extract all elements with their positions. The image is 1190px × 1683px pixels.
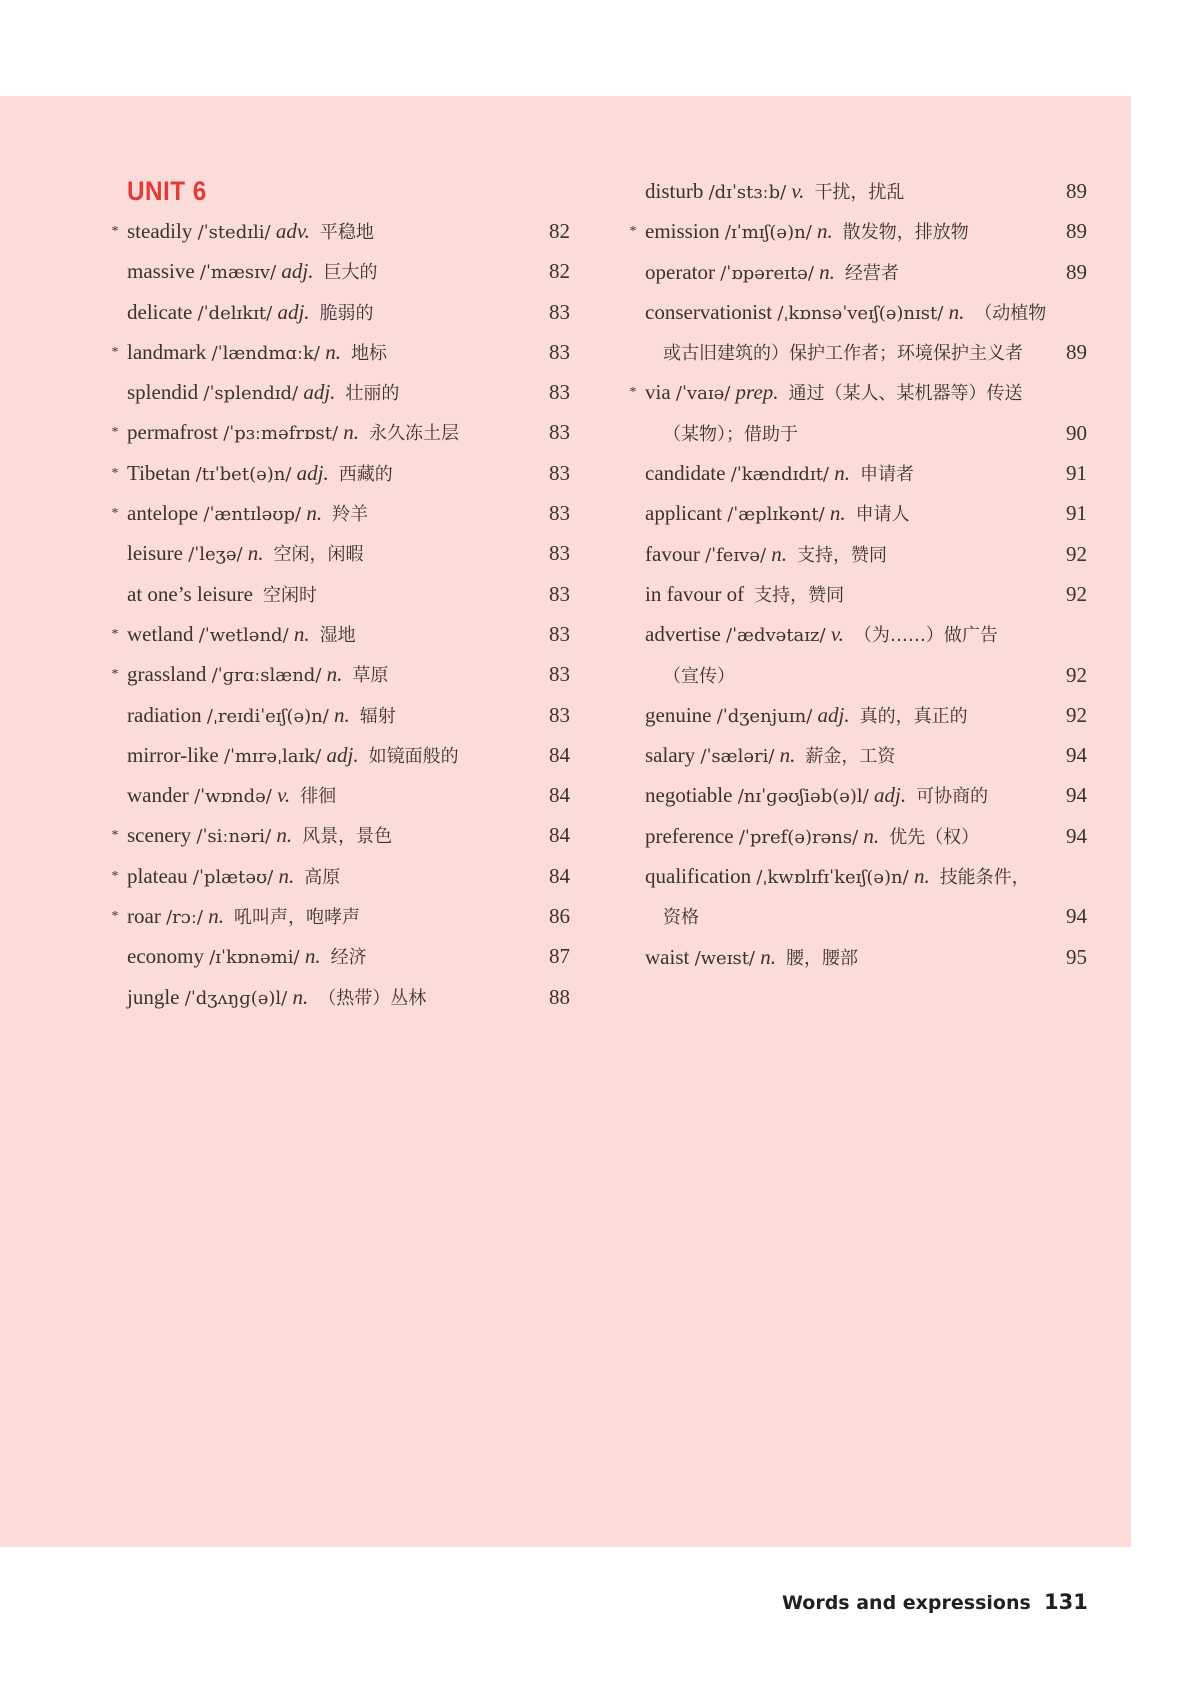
star-marker: * [111,224,119,239]
entry-word: genuine [645,702,712,727]
entry-part-of-speech: n. [829,501,846,526]
entry-phonetic: /ˈædvətaɪz/ [726,625,826,647]
entry-meaning: 湿地 [319,624,356,646]
entry-page-number: 83 [549,299,570,324]
entry-word: grassland [127,662,207,687]
entry-text [127,453,393,495]
entry-phonetic: /ˈdʒenjuɪn/ [716,705,813,727]
entry-word: conservationist [645,299,773,324]
vocab-entry [108,251,570,291]
entry-word: delicate [127,299,193,324]
star-marker: * [111,425,119,441]
entry-text [645,856,1030,898]
entry-part-of-speech: n. [247,541,264,566]
vocab-entry [108,735,570,775]
entry-page-number: 84 [549,742,570,767]
entry-meaning-continued: （某物）；借助于 [663,423,798,445]
vocab-entry [108,372,570,412]
vocab-entry [626,211,1087,251]
entry-meaning: 草原 [352,665,389,687]
entry-phonetic: /ˈsæləri/ [700,746,775,768]
entry-text [127,574,317,616]
entry-meaning: 徘徊 [300,786,337,808]
entry-page-number: 83 [549,581,570,606]
entry-page-number: 94 [1066,904,1087,929]
entry-word: operator [645,259,715,284]
entry-word: jungle [127,984,180,1009]
entry-text [645,493,910,535]
vocab-entry [108,936,570,976]
vocab-entry [626,775,1087,815]
star-marker: * [111,626,119,642]
entry-text [127,654,388,696]
entry-part-of-speech: n. [913,864,930,889]
vocab-entry [626,735,1087,775]
entry-word: plateau [127,863,188,888]
entry-text [127,614,356,656]
entry-part-of-speech: n. [760,944,776,969]
entry-phonetic: /ˈsiːnəri/ [196,826,272,848]
entry-page-number: 82 [549,219,570,243]
entry-page-number: 83 [549,420,570,445]
footer-section-title: Words and expressions [782,1592,1031,1614]
vocab-entry [108,775,570,815]
entry-part-of-speech: adj. [874,783,907,808]
entry-word: negotiable [645,783,733,808]
entry-meaning: 申请者 [860,464,914,486]
vocab-entry [626,856,1087,896]
entry-page-number: 83 [549,541,570,566]
vocab-entry [108,856,570,896]
entry-part-of-speech: n. [334,702,350,727]
entry-text [127,372,399,414]
entry-word: favour [645,541,700,566]
entry-text [645,735,895,777]
entry-text [645,171,904,213]
entry-meaning: 技能条件， [939,867,1030,889]
entry-text [645,211,969,253]
entry-meaning: 平稳地 [319,222,374,243]
entry-text [127,332,387,374]
entry-meaning: 辐射 [359,705,396,727]
entry-phonetic: /ˈmɪrəˌlaɪk/ [223,745,322,767]
entry-part-of-speech: n. [306,501,323,526]
entry-meaning: 空闲，闲暇 [273,544,364,566]
entry-text [127,493,368,535]
entry-phonetic: /ˌreɪdiˈeɪʃ(ə)n/ [206,705,329,727]
entry-page-number: 84 [549,783,570,808]
entry-word: wander [127,783,189,808]
entry-part-of-speech: n. [817,219,833,244]
entry-meaning: 真的，真正的 [859,705,968,727]
entry-page-number: 90 [1066,420,1087,445]
entry-page-number: 89 [1066,259,1087,284]
vocab-entry-continuation [626,655,1087,695]
entry-phonetic: /ˈmæsɪv/ [199,262,277,284]
entry-text [645,252,899,294]
footer-page-number: 131 [1044,1590,1088,1614]
vocab-entry [108,977,570,1017]
vocab-entry [626,252,1087,292]
entry-part-of-speech: n. [863,823,880,848]
entry-meaning: 永久冻土层 [369,423,460,445]
entry-meaning: 可协商的 [916,786,989,808]
entry-text [645,695,968,737]
entry-part-of-speech: n. [304,944,321,969]
entry-part-of-speech: n. [819,259,835,284]
entry-phonetic: /nɪˈɡəʊʃiəb(ə)l/ [737,786,869,808]
vocab-entry [108,453,570,493]
entry-text [127,251,377,293]
entry-phonetic: /ˈsplendɪd/ [203,383,299,405]
entry-part-of-speech: adj. [277,299,310,324]
entry-meaning: 腰，腰部 [786,947,858,969]
entry-page-number: 83 [549,621,570,646]
entry-page-number: 92 [1066,662,1087,687]
entry-word: qualification [645,864,752,889]
entry-part-of-speech: n. [208,904,224,929]
entry-text [127,533,364,575]
entry-part-of-speech: adj. [281,259,314,284]
entry-text [645,534,887,576]
entry-part-of-speech: n. [834,461,850,486]
entry-text [127,695,396,737]
vocab-entry [626,937,1087,977]
entry-part-of-speech: adj. [303,380,336,405]
entry-page-number: 89 [1066,340,1087,365]
entry-meaning: 地标 [351,342,387,364]
entry-page-number: 92 [1066,541,1087,566]
entry-page-number: 89 [1066,219,1087,244]
vocab-entry [108,896,570,936]
entry-phonetic: /ˈfeɪvə/ [705,544,767,566]
vocab-entry [626,453,1087,493]
entry-word: applicant [645,501,722,526]
entry-part-of-speech: adj. [817,702,850,727]
entry-meaning: 干扰，扰乱 [814,182,905,203]
vocab-entry [108,493,570,533]
entry-text [127,977,426,1019]
vocab-entry [626,292,1087,332]
entry-text [645,574,844,616]
entry-page-number: 87 [549,944,570,969]
entry-phonetic: /ˈstedɪli/ [197,222,271,243]
entry-page-number: 83 [549,339,570,364]
entry-word: disturb [645,179,704,203]
entry-text [645,937,858,979]
entry-word: mirror-like [127,742,219,767]
entry-word: waist [645,944,690,969]
entry-part-of-speech: n. [771,541,788,566]
vocab-entry-continuation [626,896,1087,936]
entry-page-number: 84 [549,823,570,848]
vocab-entry [108,292,570,332]
entry-phonetic: /ˈlændmɑːk/ [211,342,320,364]
entry-word: Tibetan [127,460,191,485]
star-marker: * [111,465,119,481]
entry-meaning: 空闲时 [262,584,317,606]
entry-word: permafrost [127,420,218,445]
entry-phonetic: /weɪst/ [694,947,755,969]
left-column [108,211,570,1017]
entry-meaning: 支持，赞同 [754,584,845,606]
entry-text [127,896,360,938]
vocab-entry [108,574,570,614]
right-column [626,171,1087,977]
entry-page-number: 91 [1066,461,1087,486]
entry-word: massive [127,259,195,284]
entry-phonetic: /rɔː/ [166,907,203,929]
entry-page-number: 88 [549,984,570,1009]
entry-part-of-speech: n. [326,662,343,687]
entry-phonetic: /ˈplætəʊ/ [192,866,274,888]
entry-part-of-speech: adj. [296,460,329,485]
entry-part-of-speech: v. [277,783,291,808]
vocab-entry [108,695,570,735]
entry-phonetic: /ˈkændɪdɪt/ [730,464,829,486]
entry-meaning: 通过（某人、某机器等）传送 [788,383,1023,405]
entry-page-number: 83 [549,702,570,727]
vocab-entry [108,211,570,251]
entry-word: wetland [127,621,194,646]
entry-phonetic: /ˈpɜːməfrɒst/ [223,423,339,445]
entry-text [645,614,998,656]
entry-part-of-speech: n. [276,823,293,848]
entry-meaning: 薪金，工资 [805,746,896,768]
vocab-entry [626,171,1087,211]
entry-text [645,292,1046,334]
entry-text [127,936,367,978]
star-marker: * [111,506,119,522]
entry-text [645,372,1023,414]
entry-text [127,815,392,857]
entry-meaning: 脆弱的 [319,302,374,324]
entry-phonetic: /ˈɒpəreɪtə/ [720,262,814,284]
entry-phonetic: /ˈpref(ə)rəns/ [738,826,859,848]
vocab-entry [626,534,1087,574]
entry-text [127,211,374,253]
entry-word: at one’s leisure [127,581,253,606]
entry-word: preference [645,823,734,848]
entry-phonetic: /ˈæplɪkənt/ [727,504,825,526]
entry-page-number: 86 [549,904,570,929]
entry-part-of-speech: n. [278,863,295,888]
star-marker: * [111,828,119,844]
entry-text [645,453,914,495]
entry-part-of-speech: prep. [735,380,779,405]
entry-meaning: 高原 [304,866,341,888]
entry-part-of-speech: v. [830,622,844,647]
entry-part-of-speech: n. [293,621,310,646]
star-marker: * [111,909,119,925]
entry-page-number: 83 [549,501,570,526]
vocab-entry [626,574,1087,614]
entry-phonetic: /ˈæntɪləʊp/ [203,504,302,526]
entry-text [645,775,988,817]
entry-meaning: 支持，赞同 [797,544,888,566]
entry-meaning: （热带）丛林 [318,987,427,1009]
entry-text-continuation [663,896,699,938]
entry-word: via [645,380,671,405]
vocab-entry [626,695,1087,735]
entry-word: scenery [127,823,192,848]
entry-part-of-speech: adj. [326,742,359,767]
entry-word: steadily [127,219,193,243]
entry-word: in favour of [645,581,745,606]
entry-text [127,856,340,898]
entry-meaning: 优先（权） [889,826,980,848]
star-marker: * [111,667,119,683]
star-marker: * [111,344,119,360]
entry-part-of-speech: n. [325,339,341,364]
vocab-entry [108,815,570,855]
star-marker: * [629,385,637,401]
entry-word: candidate [645,461,726,486]
entry-phonetic: /ˈwɒndə/ [194,786,272,808]
entry-page-number: 83 [549,380,570,405]
entry-meaning-continued: 或古旧建筑的）保护工作者；环境保护主义者 [663,343,1023,365]
entry-word: emission [645,219,720,244]
entry-word: salary [645,743,696,768]
entry-phonetic: /ˈdʒʌŋɡ(ə)l/ [184,987,288,1009]
vocab-entry [108,332,570,372]
entry-text-continuation [663,332,1023,374]
vocab-entry-continuation [626,413,1087,453]
vocab-entry [626,493,1087,533]
entry-phonetic: /ˈɡrɑːslænd/ [211,665,322,687]
entry-meaning: 经营者 [844,262,899,284]
entry-text-continuation [663,413,798,455]
entry-part-of-speech: n. [292,984,309,1009]
entry-meaning: 羚羊 [332,504,369,526]
vocab-entry [626,372,1087,412]
entry-part-of-speech: n. [343,420,360,445]
entry-phonetic: /ɪˈkɒnəmi/ [209,947,300,969]
vocab-entry [108,533,570,573]
entry-text [127,412,459,454]
entry-meaning: 如镜面般的 [368,745,459,767]
vocab-entry [626,816,1087,856]
entry-text-continuation [663,655,735,697]
entry-phonetic: /ˌkɒnsəˈveɪʃ(ə)nɪst/ [777,302,944,324]
entry-phonetic: /ˈvaɪə/ [675,383,731,405]
vocab-entry-continuation [626,332,1087,372]
entry-page-number: 92 [1066,702,1087,727]
unit-title: UNIT 6 [127,176,207,206]
entry-page-number: 92 [1066,581,1087,606]
entry-meaning: 巨大的 [323,262,378,284]
entry-page-number: 83 [549,662,570,687]
entry-page-number: 94 [1066,783,1087,808]
entry-meaning-continued: 资格 [663,907,699,929]
vocab-entry [108,412,570,452]
entry-word: radiation [127,702,202,727]
entry-word: splendid [127,380,199,405]
entry-word: advertise [645,622,721,647]
entry-phonetic: /ˈleʒə/ [188,544,243,566]
entry-phonetic: /ˈdelɪkɪt/ [197,302,273,324]
entry-meaning: 风景，景色 [302,826,393,848]
entry-word: economy [127,944,204,969]
entry-text [127,775,336,817]
star-marker: * [629,224,637,240]
entry-meaning: （动植物 [974,302,1047,324]
entry-phonetic: /tɪˈbet(ə)n/ [195,463,292,485]
entry-phonetic: /ˈwetlənd/ [198,624,289,646]
entry-part-of-speech: adv. [275,219,310,243]
entry-word: leisure [127,541,183,566]
entry-page-number: 91 [1066,501,1087,526]
entry-page-number: 83 [549,460,570,485]
entry-text [127,735,459,777]
entry-part-of-speech: n. [779,743,796,768]
entry-page-number: 94 [1066,823,1087,848]
entry-part-of-speech: v. [791,179,805,203]
entry-text [645,816,979,858]
vocab-entry [108,614,570,654]
entry-meaning-continued: （宣传） [663,665,735,687]
entry-part-of-speech: n. [948,299,965,324]
entry-meaning: 经济 [330,947,367,969]
entry-word: roar [127,904,161,929]
entry-meaning: （为……）做广告 [853,625,998,647]
star-marker: * [111,868,119,884]
entry-page-number: 95 [1066,944,1087,969]
entry-phonetic: /dɪˈstɜːb/ [708,182,787,203]
vocab-entry [108,654,570,694]
entry-page-number: 94 [1066,743,1087,768]
entry-page-number: 89 [1066,179,1087,203]
entry-meaning: 散发物，排放物 [842,222,969,244]
entry-meaning: 申请人 [855,504,910,526]
entry-phonetic: /ˌkwɒlɪfɪˈkeɪʃ(ə)n/ [756,867,909,889]
entry-page-number: 84 [549,863,570,888]
entry-phonetic: /ɪˈmɪʃ(ə)n/ [724,222,812,244]
entry-meaning: 吼叫声，咆哮声 [233,907,360,929]
entry-word: landmark [127,339,207,364]
entry-page-number: 82 [549,259,570,284]
entry-text [127,292,374,334]
entry-word: antelope [127,501,199,526]
vocab-entry [626,614,1087,654]
entry-meaning: 壮丽的 [345,383,400,405]
entry-meaning: 西藏的 [338,463,393,485]
